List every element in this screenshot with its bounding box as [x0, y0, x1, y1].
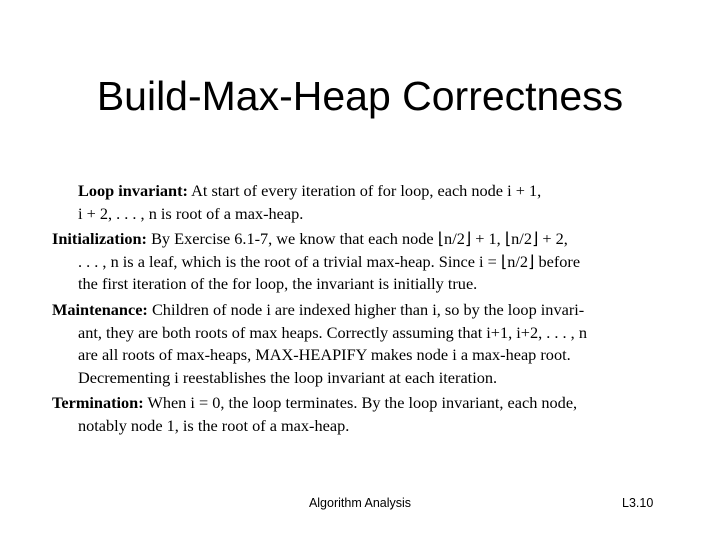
slide-title: Build-Max-Heap Correctness: [96, 73, 624, 119]
maintenance-line-1: Children of node i are indexed higher than i, so by the loop invari-: [151, 299, 585, 319]
maintenance-line-2: ant, they are both roots of max heaps. Correctly assuming that i+1, i+2, . . . , n: [78, 322, 587, 342]
initialization-paragraph: [52, 228, 674, 296]
maintenance-label: Maintenance:: [52, 299, 148, 319]
maintenance-line-4: Decrementing i reestablishes the loop invariant at each iteration.: [78, 367, 498, 387]
loop-invariant-label: Loop invariant:: [78, 181, 188, 200]
initialization-label: Initialization:: [52, 229, 147, 249]
termination-line-2: notably node 1, is the root of a max-heap.: [78, 415, 350, 435]
initialization-line-1: By Exercise 6.1-7, we know that each node ⌊n/2⌋ + 1, ⌊n/2⌋ + 2,: [151, 229, 568, 249]
maintenance-line-3: are all roots of max-heaps, MAX-HEAPIFY makes node i a max-heap root.: [78, 345, 571, 365]
maintenance-paragraph: [52, 299, 674, 389]
slide-body: [52, 180, 674, 441]
termination-line-1: When i = 0, the loop terminates. By the loop invariant, each node,: [147, 393, 578, 413]
termination-label: Termination:: [52, 393, 144, 413]
footer-page-number: L3.10: [622, 496, 654, 510]
footer-course-title: Algorithm Analysis: [308, 496, 412, 510]
termination-paragraph: [52, 392, 674, 437]
loop-invariant-paragraph: [52, 180, 674, 225]
loop-invariant-line-2: i + 2, . . . , n is root of a max-heap.: [78, 203, 304, 223]
initialization-line-2: . . . , n is a leaf, which is the root of a trivial max-heap. Since i = ⌊n/2⌋ before: [78, 251, 581, 271]
initialization-line-3: the first iteration of the for loop, the invariant is initially true.: [78, 274, 478, 294]
loop-invariant-line-1: At start of every iteration of for loop, each node i + 1,: [191, 181, 542, 200]
